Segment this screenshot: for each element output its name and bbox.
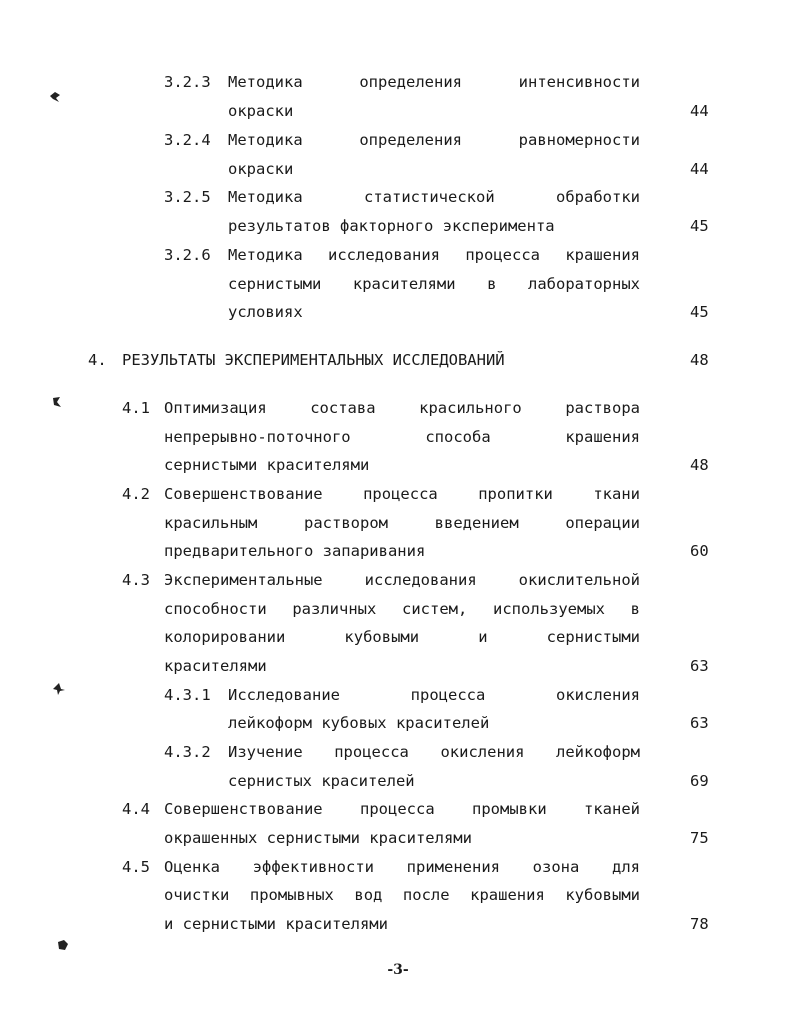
toc-title-line: колорировании кубовыми и сернистыми	[164, 628, 640, 646]
margin-mark-icon	[48, 90, 62, 104]
toc-title-line: непрерывно-поточного способа крашения	[164, 428, 640, 446]
toc-title-line: сернистыми красителями в лабораторных	[228, 275, 640, 293]
toc-page-number: 44	[690, 102, 709, 120]
toc-title-line: очистки промывных вод после крашения кубовыми	[164, 886, 640, 904]
toc-number: 4.3.1	[164, 686, 211, 704]
toc-title-line: предварительного запаривания	[164, 542, 426, 560]
section-number: 4.	[88, 351, 107, 369]
toc-number: 3.2.6	[164, 246, 211, 264]
toc-title-line: Методика исследования процесса крашения	[228, 246, 640, 264]
toc-page-number: 63	[690, 657, 709, 675]
toc-title-line: лейкоформ кубовых красителей	[228, 714, 490, 732]
toc-number: 4.4	[122, 800, 150, 818]
toc-title-line: сернистых красителей	[228, 772, 415, 790]
toc-page-number: 75	[690, 829, 709, 847]
margin-mark-icon	[56, 938, 70, 952]
section-title: РЕЗУЛЬТАТЫ ЭКСПЕРИМЕНТАЛЬНЫХ ИССЛЕДОВАНИЙ	[122, 351, 505, 369]
toc-page-number: 60	[690, 542, 709, 560]
toc-title-line: Методика определения интенсивности	[228, 73, 640, 91]
toc-page-number: 48	[690, 351, 709, 369]
toc-title-line: Изучение процесса окисления лейкоформ	[228, 743, 640, 761]
toc-page-number: 63	[690, 714, 709, 732]
toc-title-line: красителями	[164, 657, 267, 675]
toc-title-line: окрашенных сернистыми красителями	[164, 829, 472, 847]
toc-title-line: Оценка эффективности применения озона для	[164, 858, 640, 876]
toc-number: 4.3	[122, 571, 150, 589]
toc-title-line: сернистыми красителями	[164, 456, 370, 474]
toc-number: 4.5	[122, 858, 150, 876]
toc-number: 4.1	[122, 399, 150, 417]
toc-title-line: Методика статистической обработки	[228, 188, 640, 206]
toc-title-line: красильным раствором введением операции	[164, 514, 640, 532]
toc-title-line: окраски	[228, 160, 294, 178]
toc-number: 3.2.3	[164, 73, 211, 91]
toc-number: 4.3.2	[164, 743, 211, 761]
toc-title-line: способности различных систем, используемых в	[164, 600, 640, 618]
toc-title-line: Совершенствование процесса промывки тканей	[164, 800, 640, 818]
toc-page-number: 45	[690, 217, 709, 235]
toc-title-line: Методика определения равномерности	[228, 131, 640, 149]
toc-page-number: 48	[690, 456, 709, 474]
toc-number: 4.2	[122, 485, 150, 503]
toc-title-line: Исследование процесса окисления	[228, 686, 640, 704]
margin-mark-icon	[52, 682, 66, 696]
toc-title-line: Совершенствование процесса пропитки ткани	[164, 485, 640, 503]
toc-number: 3.2.4	[164, 131, 211, 149]
toc-title-line: условиях	[228, 303, 303, 321]
toc-page-number: 78	[690, 915, 709, 933]
toc-title-line: Оптимизация состава красильного раствора	[164, 399, 640, 417]
toc-page-number: 69	[690, 772, 709, 790]
toc-title-line: Экспериментальные исследования окислительной	[164, 571, 640, 589]
toc-number: 3.2.5	[164, 188, 211, 206]
toc-page-number: 45	[690, 303, 709, 321]
toc-page-number: 44	[690, 160, 709, 178]
toc-title-line: и сернистыми красителями	[164, 915, 388, 933]
toc-title-line: окраски	[228, 102, 294, 120]
margin-mark-icon	[50, 395, 64, 409]
page-number: -3-	[387, 962, 409, 978]
toc-title-line: результатов факторного эксперимента	[228, 217, 555, 235]
